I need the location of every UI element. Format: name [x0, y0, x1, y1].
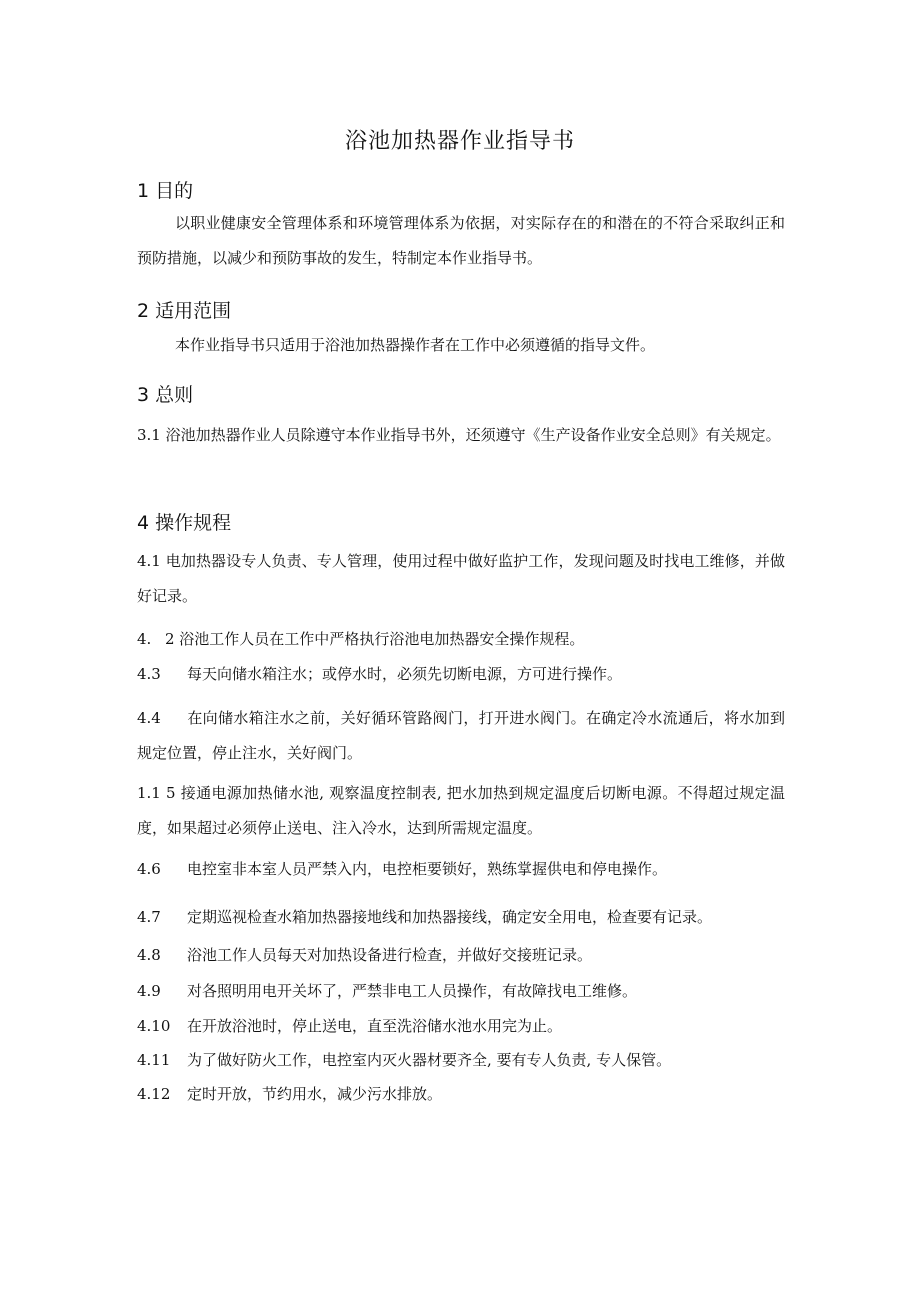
item-number: 4.11: [137, 1051, 171, 1069]
item-number: 4.10: [137, 1017, 171, 1035]
item-text: 定时开放，节约用水，减少污水排放。: [187, 1085, 443, 1103]
item-number: 4.12: [137, 1085, 171, 1103]
procedure-item: [137, 944, 785, 966]
section-heading-purpose: 1 目的: [137, 180, 194, 202]
document-title: 浴池加热器作业指导书: [344, 129, 575, 154]
procedure-item: [137, 1049, 785, 1071]
item-number: 4.9: [137, 982, 161, 1000]
item-number: 4.4: [137, 709, 161, 727]
procedure-item: [137, 701, 785, 771]
scope-paragraph: 本作业指导书只适用于浴池加热器操作者在工作中必须遵循的指导文件。: [175, 336, 656, 354]
procedure-item: [137, 906, 785, 928]
item-text: 定期巡视检查水箱加热器接地线和加热器接线，确定安全用电，检查要有记录。: [187, 908, 713, 926]
item-number: 4.6: [137, 860, 161, 878]
purpose-paragraph: 以职业健康安全管理体系和环境管理体系为依据，对实际存在的和潜在的不符合采取纠正和预防措施，以减少和预防事故的发生，特制定本作业指导书。: [137, 214, 785, 267]
general-paragraph: 3.1 浴池加热器作业人员除遵守本作业指导书外，还须遵守《生产设备作业安全总则》有关规定。: [137, 426, 781, 444]
item-text: 为了做好防火工作，电控室内灭火器材要齐全, 要有专人负责, 专人保管。: [187, 1051, 672, 1069]
item-text: 在开放浴池时，停止送电，直至洗浴储水池水用完为止。: [187, 1017, 563, 1035]
item-number: 4.7: [137, 908, 161, 926]
procedure-item: [137, 858, 785, 880]
section-heading-scope: 2 适用范围: [137, 300, 232, 322]
procedure-item: 4.1 电加热器设专人负责、专人管理，使用过程中做好监护工作，发现问题及时找电工维修，并做好记录。: [137, 552, 785, 605]
procedure-item: [137, 1015, 785, 1037]
item-number: 4.3: [137, 665, 161, 683]
item-number: 4.: [137, 630, 152, 648]
section-heading-general: 3 总则: [137, 384, 194, 406]
item-text: 浴池工作人员每天对加热设备进行检查，并做好交接班记录。: [187, 946, 593, 964]
procedure-item: 1.1 5 接通电源加热储水池, 观察温度控制表, 把水加热到规定温度后切断电源。不得超过规定温度，如果超过必须停止送电、注入冷水，达到所需规定温度。: [137, 784, 785, 837]
item-text: 每天向储水箱注水；或停水时，必须先切断电源，方可进行操作。: [187, 665, 623, 683]
item-text: 电控室非本室人员严禁入内，电控柜要锁好，熟练掌握供电和停电操作。: [187, 860, 668, 878]
procedure-item: [137, 628, 785, 650]
section-heading-procedure: 4 操作规程: [137, 512, 232, 534]
item-text: 在向储水箱注水之前，关好循环管路阀门，打开进水阀门。在确定冷水流通后，将水加到规定位置，停止注水，关好阀门。: [137, 709, 785, 762]
procedure-item: [137, 663, 785, 685]
item-text: 2 浴池工作人员在工作中严格执行浴池电加热器安全操作规程。: [165, 630, 585, 648]
procedure-item: [137, 980, 785, 1002]
item-number: 4.8: [137, 946, 161, 964]
item-text: 对各照明用电开关坏了，严禁非电工人员操作，有故障找电工维修。: [187, 982, 638, 1000]
procedure-item: [137, 1083, 785, 1105]
